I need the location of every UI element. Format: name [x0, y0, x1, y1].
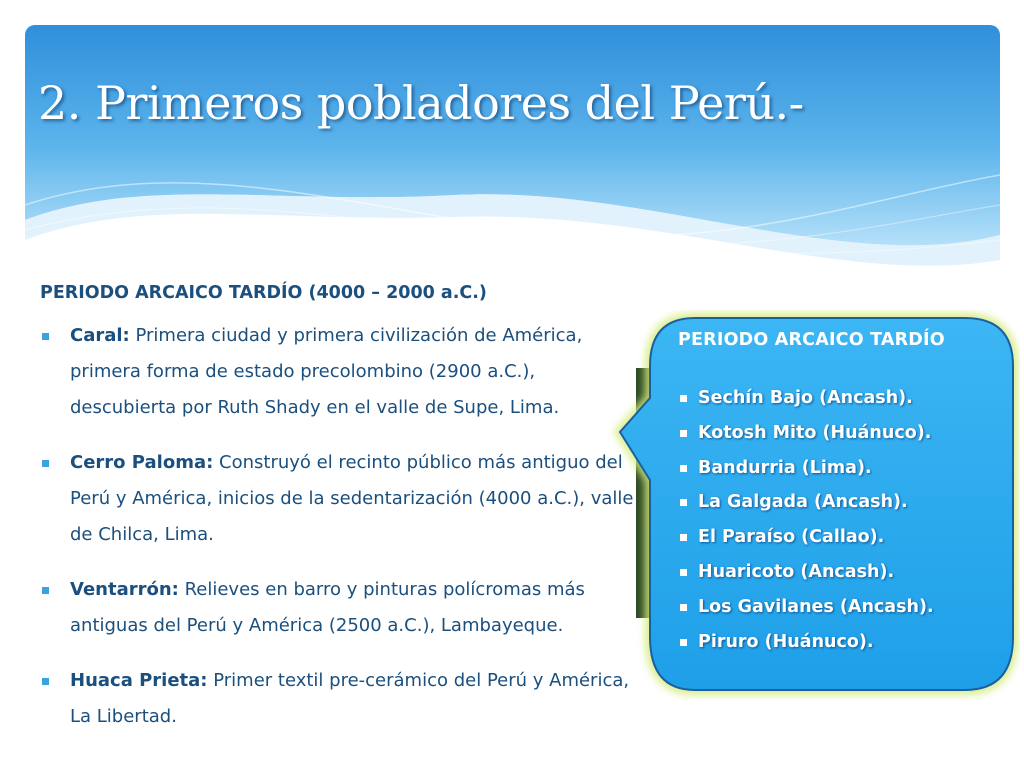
- list-item-term: Cerro Paloma:: [70, 452, 214, 473]
- callout-box: [600, 310, 1020, 700]
- list-item-text: Los Gavilanes (Ancash).: [698, 596, 934, 617]
- list-item: [40, 663, 645, 735]
- list-item-text: Bandurria (Lima).: [698, 457, 872, 478]
- list-item: [678, 520, 934, 555]
- square-bullet-icon: [680, 395, 687, 402]
- list-item-term: Ventarrón:: [70, 579, 179, 600]
- list-item-text: Relieves en barro y pinturas polícromas más antiguas del Perú y América (2500 a.C.), Lambayeque.: [70, 579, 585, 636]
- list-item: [40, 572, 645, 644]
- square-bullet-icon: [680, 534, 687, 541]
- list-item-term: Caral:: [70, 325, 130, 346]
- list-item: [678, 451, 934, 486]
- callout-list: [678, 381, 934, 659]
- list-item-text: La Galgada (Ancash).: [698, 492, 908, 513]
- list-item-text: Primer textil pre-cerámico del Perú y América, La Libertad.: [70, 670, 630, 727]
- square-bullet-icon: [680, 430, 687, 437]
- header-wave-graphic: [25, 25, 1000, 287]
- list-item-text: Construyó el recinto público más antiguo del Perú y América, inicios de la sedentarización (4000 a.C.), valle de Chilca, Lima.: [70, 452, 634, 545]
- list-item: [40, 445, 645, 553]
- square-bullet-icon: [680, 639, 687, 646]
- list-item-text: Primera ciudad y primera civilización de América, primera forma de estado precolombino (2900 a.C.), descubierta por Ruth Shady en el valle de Supe, Lima.: [70, 325, 583, 418]
- square-bullet-icon: [680, 465, 687, 472]
- list-item-term: Huaca Prieta:: [70, 670, 208, 691]
- list-item: [678, 381, 934, 416]
- square-bullet-icon: [42, 587, 49, 594]
- header-banner: [25, 25, 1000, 287]
- list-item-text: Kotosh Mito (Huánuco).: [698, 422, 932, 443]
- slide-title: 2. Primeros pobladores del Perú.-: [38, 76, 804, 130]
- slide-subtitle: PERIODO ARCAICO TARDÍO (4000 – 2000 a.C.): [40, 283, 487, 303]
- bullet-list: [40, 318, 645, 754]
- square-bullet-icon: [42, 460, 49, 467]
- callout-title: PERIODO ARCAICO TARDÍO: [678, 330, 945, 350]
- list-item-text: Piruro (Huánuco).: [698, 631, 874, 652]
- square-bullet-icon: [680, 499, 687, 506]
- square-bullet-icon: [680, 604, 687, 611]
- list-item: [678, 555, 934, 590]
- list-item: [40, 318, 645, 426]
- list-item-text: El Paraíso (Callao).: [698, 527, 885, 548]
- square-bullet-icon: [42, 678, 49, 685]
- list-item: [678, 416, 934, 451]
- square-bullet-icon: [42, 333, 49, 340]
- list-item-text: Huaricoto (Ancash).: [698, 561, 895, 582]
- square-bullet-icon: [680, 569, 687, 576]
- list-item-text: Sechín Bajo (Ancash).: [698, 388, 913, 408]
- list-item: [678, 485, 934, 520]
- list-item: [678, 590, 934, 625]
- list-item: [678, 625, 934, 660]
